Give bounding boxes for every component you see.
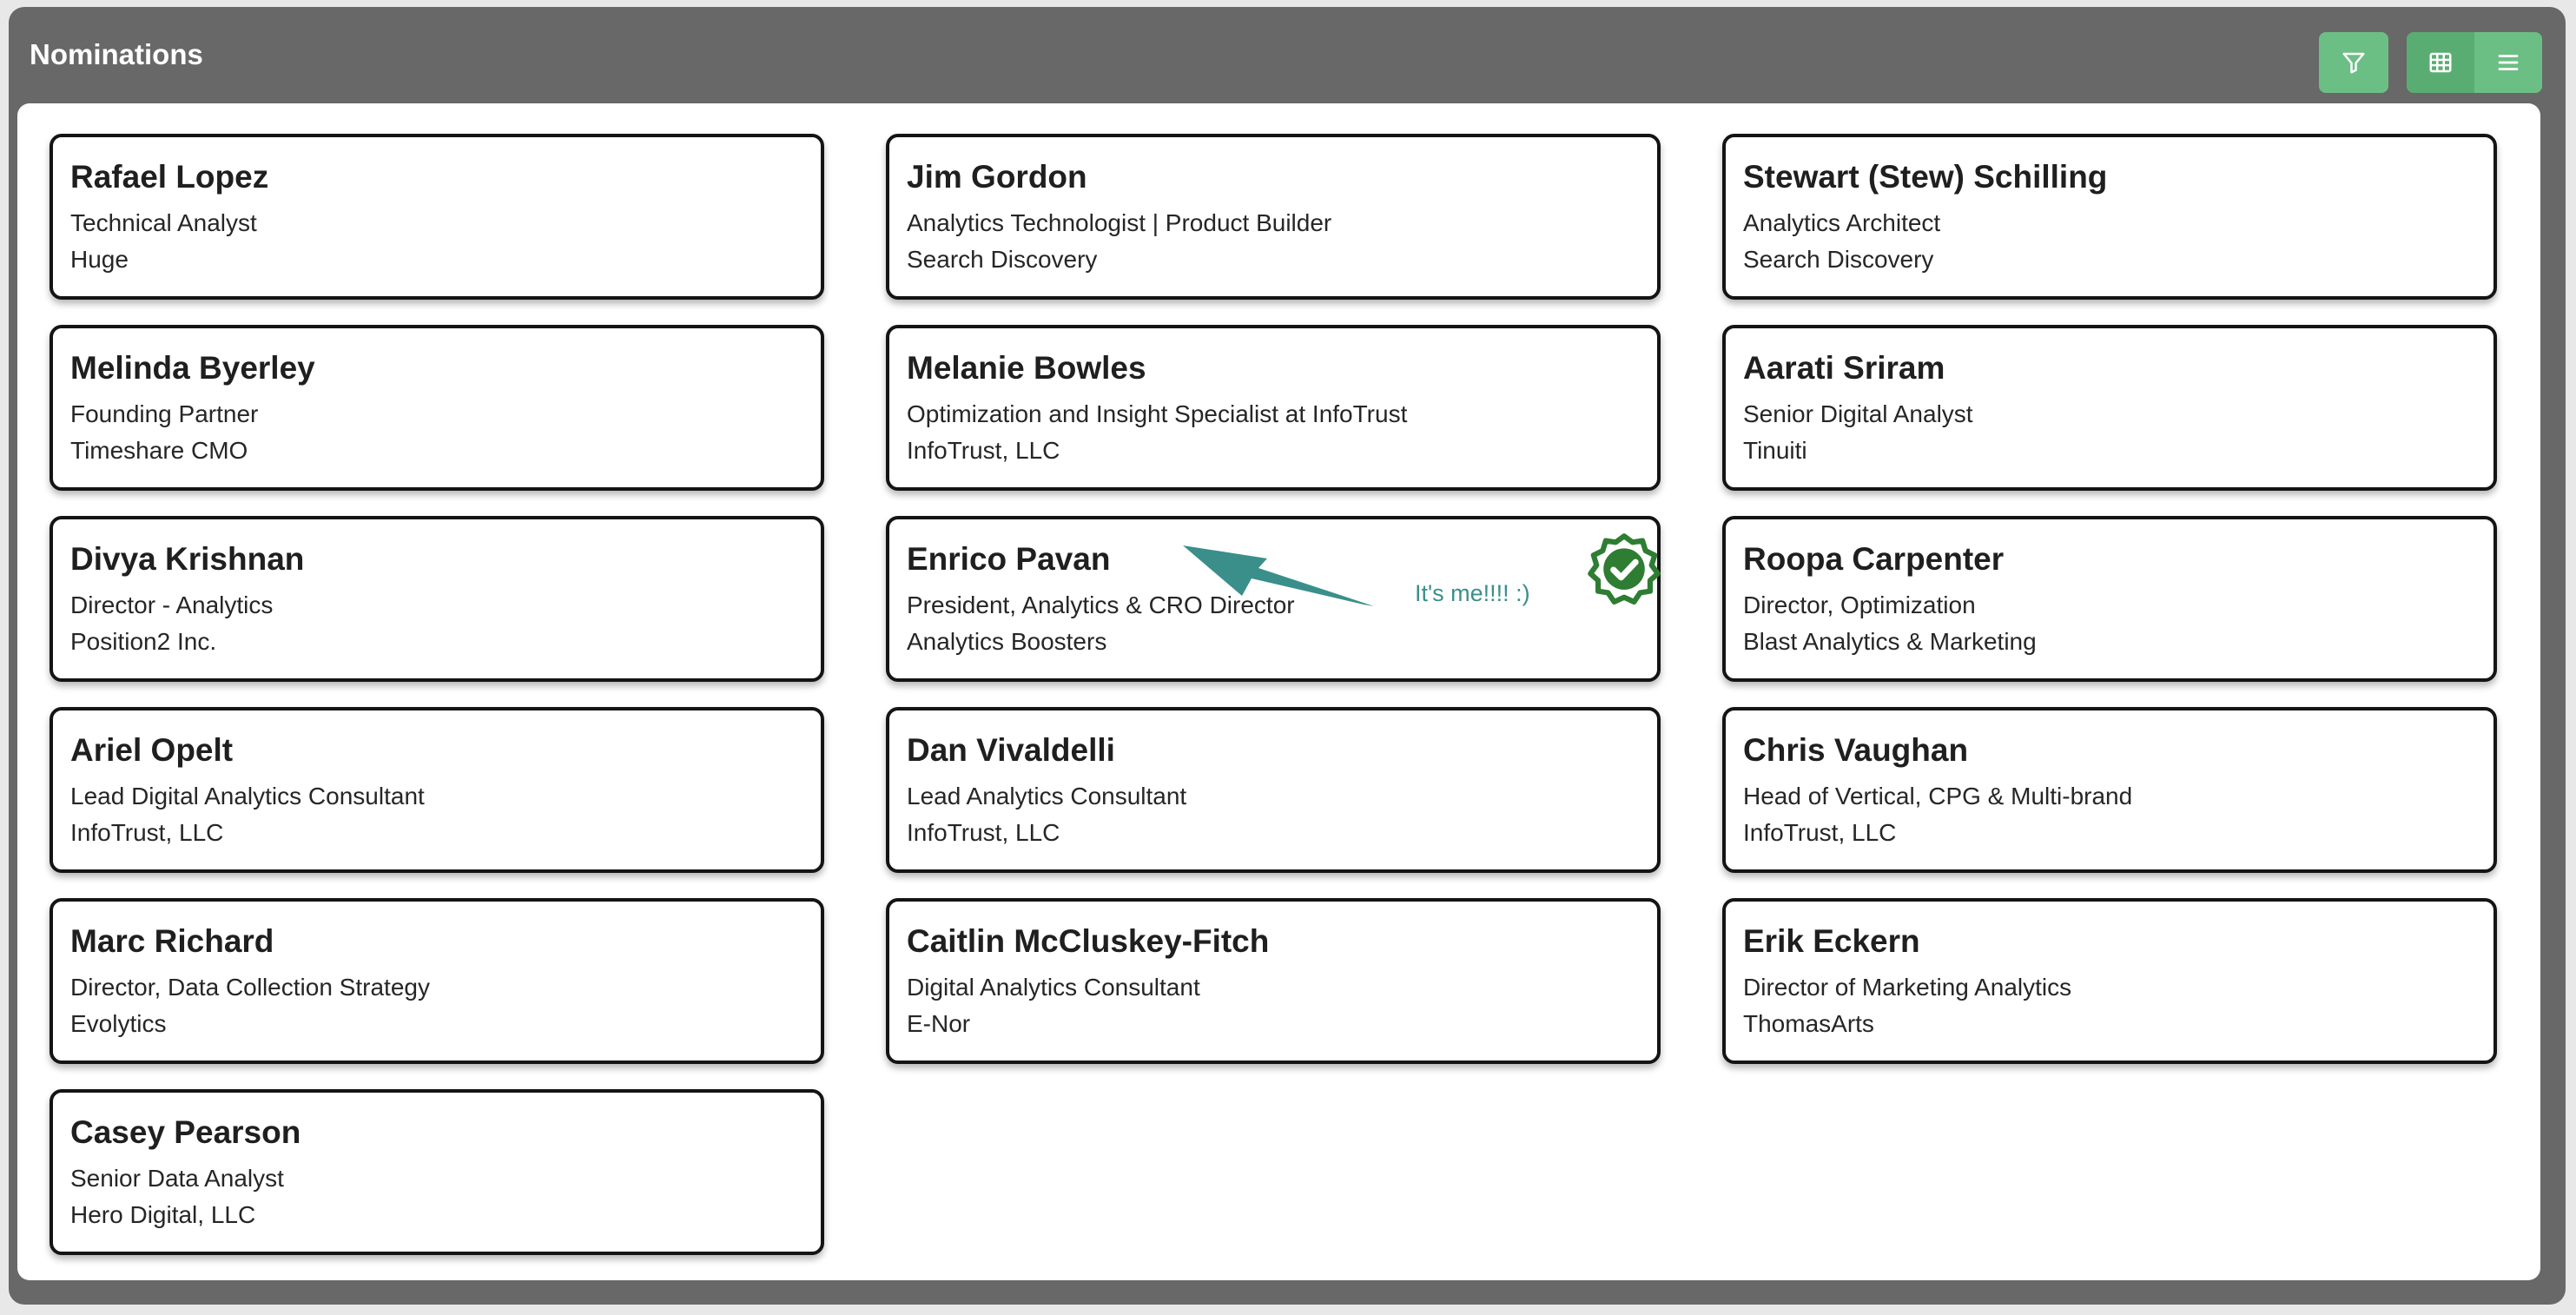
nominee-name: Chris Vaughan xyxy=(1743,732,1969,768)
nominee-title: Lead Digital Analytics Consultant xyxy=(70,783,425,809)
nominee-name: Rafael Lopez xyxy=(70,159,269,195)
nominee-name: Melanie Bowles xyxy=(907,350,1146,386)
nominee-title: Technical Analyst xyxy=(70,209,257,236)
nominee-company: E-Nor xyxy=(907,1010,971,1037)
nominee-company: Evolytics xyxy=(70,1010,167,1037)
nominee-name: Erik Eckern xyxy=(1743,923,1920,959)
nominee-company: Hero Digital, LLC xyxy=(70,1201,256,1228)
nominee-company: InfoTrust, LLC xyxy=(907,437,1060,464)
nominee-title: Senior Digital Analyst xyxy=(1743,400,1973,427)
nominee-name: Marc Richard xyxy=(70,923,274,959)
nominee-company: Analytics Boosters xyxy=(907,628,1107,655)
verified-badge-icon xyxy=(1586,532,1662,608)
nominee-company: Blast Analytics & Marketing xyxy=(1743,628,2037,655)
nominee-title: Optimization and Insight Specialist at InfoTrust xyxy=(907,400,1408,427)
nominee-company: InfoTrust, LLC xyxy=(907,819,1060,846)
nominee-title: Director, Optimization xyxy=(1743,591,1976,618)
nominee-title: Analytics Technologist | Product Builder xyxy=(907,209,1332,236)
nominee-company: Tinuiti xyxy=(1743,437,1807,464)
nominee-name: Caitlin McCluskey-Fitch xyxy=(907,923,1270,959)
nominee-title: Director of Marketing Analytics xyxy=(1743,974,2072,1001)
nominee-name: Stewart (Stew) Schilling xyxy=(1743,159,2108,195)
nominee-title: Senior Data Analyst xyxy=(70,1165,284,1192)
page-title: Nominations xyxy=(30,38,203,70)
nominee-company: Search Discovery xyxy=(907,246,1098,273)
nominee-title: President, Analytics & CRO Director xyxy=(907,591,1295,618)
nominee-name: Roopa Carpenter xyxy=(1743,541,2005,577)
nominee-name: Divya Krishnan xyxy=(70,541,305,577)
nominee-company: InfoTrust, LLC xyxy=(1743,819,1897,846)
nominee-name: Aarati Sriram xyxy=(1743,350,1945,386)
nominee-company: InfoTrust, LLC xyxy=(70,819,224,846)
annotation-text: It's me!!!! :) xyxy=(1415,580,1530,606)
nominee-name: Jim Gordon xyxy=(907,159,1087,195)
nominee-title: Director, Data Collection Strategy xyxy=(70,974,430,1001)
nominee-name: Dan Vivaldelli xyxy=(907,732,1115,768)
nominee-title: Digital Analytics Consultant xyxy=(907,974,1200,1001)
nominee-company: ThomasArts xyxy=(1743,1010,1874,1037)
nominee-title: Founding Partner xyxy=(70,400,259,427)
nominee-name: Ariel Opelt xyxy=(70,732,234,768)
nominee-title: Lead Analytics Consultant xyxy=(907,783,1187,809)
nominee-title: Analytics Architect xyxy=(1743,209,1941,236)
nominee-company: Position2 Inc. xyxy=(70,628,217,655)
nominee-name: Enrico Pavan xyxy=(907,541,1111,577)
nominee-name: Melinda Byerley xyxy=(70,350,315,386)
nominee-name: Casey Pearson xyxy=(70,1114,301,1150)
nominee-company: Search Discovery xyxy=(1743,246,1934,273)
nominee-company: Timeshare CMO xyxy=(70,437,248,464)
nominee-company: Huge xyxy=(70,246,129,273)
nominee-title: Director - Analytics xyxy=(70,591,274,618)
nominee-title: Head of Vertical, CPG & Multi-brand xyxy=(1743,783,2133,809)
arrow-shape xyxy=(1183,545,1374,606)
verified-badge-circle xyxy=(1603,548,1645,590)
